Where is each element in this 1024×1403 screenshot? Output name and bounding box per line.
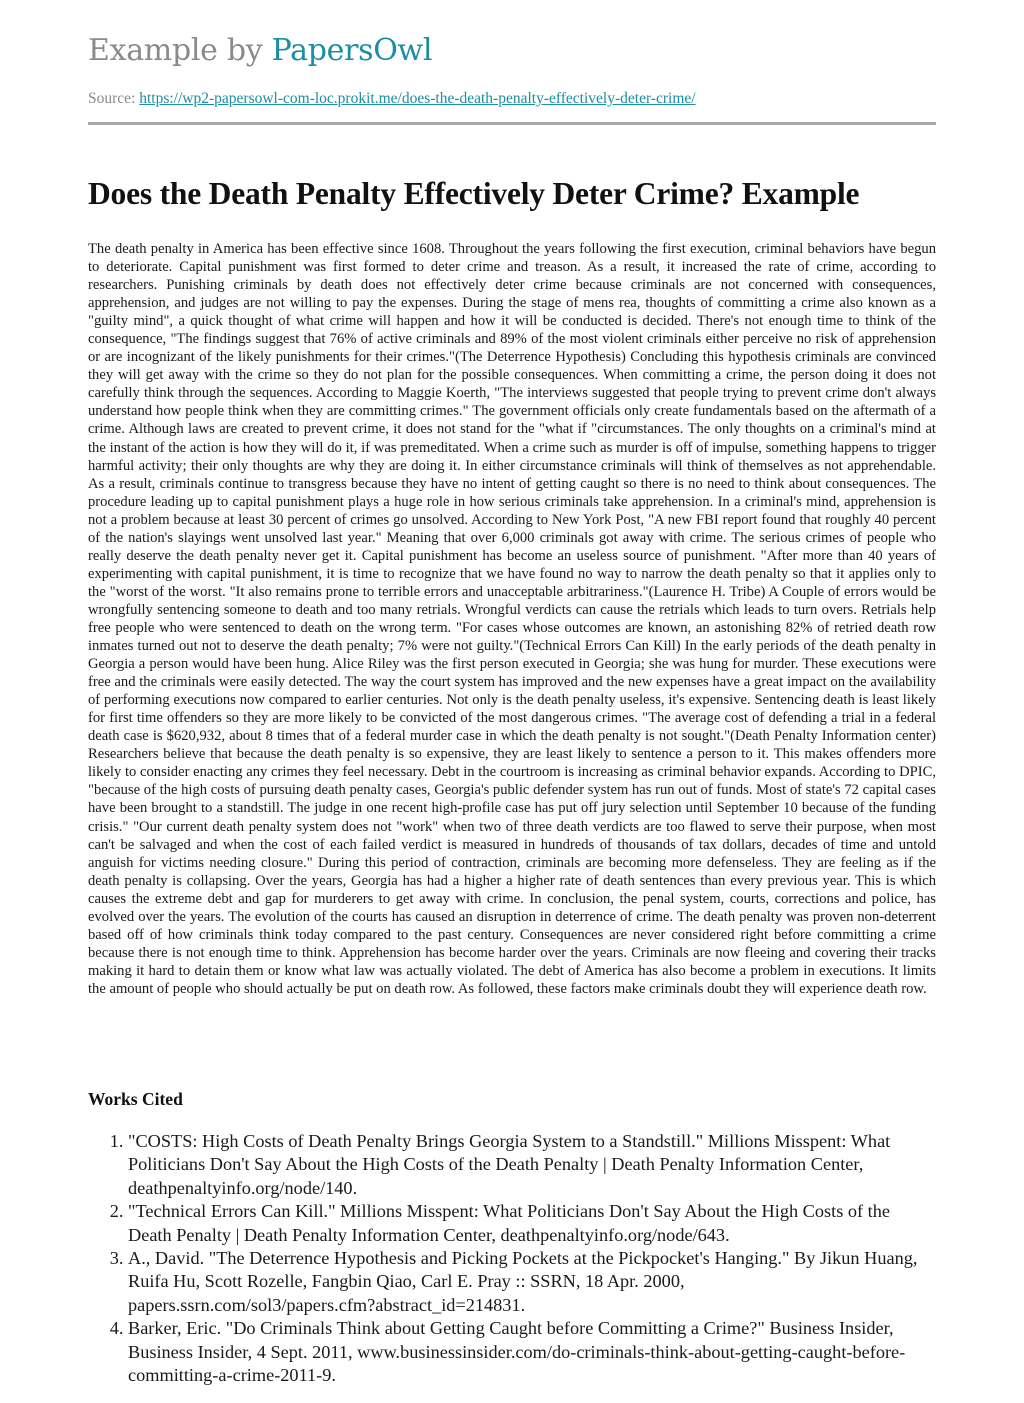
source-label: Source: <box>88 90 140 107</box>
works-cited-item: 2. "Technical Errors Can Kill." Millions Misspent: What Politicians Don't Say About the High Costs of the Death Penalty | Death Penalty Information Center, deathpenaltyinfo.org/node/643. <box>128 1200 936 1247</box>
source-link[interactable]: https://wp2-papersowl-com-loc.prokit.me/does-the-death-penalty-effectively-deter-crime/ <box>139 90 696 107</box>
article-title: Does the Death Penalty Effectively Deter Crime? Example <box>88 176 860 211</box>
works-cited-item: 4. Barker, Eric. "Do Criminals Think about Getting Caught before Committing a Crime?" Business Insider, Business Insider, 4 Sept. 2011, www.businessinsider.com/do-criminals-think-about-getting-caught-before-committing-a-crime-2011-9. <box>128 1317 936 1387</box>
article-body: The death penalty in America has been effective since 1608. Throughout the years following the first execution, criminal behaviors have begun to deteriorate. Capital punishment was first formed to deter crime and treason. As a result, it increased the rate of crime, according to researchers. Punishing criminals by death does not effectively deter crime because criminals are not concerned with consequences, apprehension, and judges are not willing to pay the expenses. During the stage of mens rea, thoughts of committing a crime also known as a "guilty mind", a quick thought of what crime will happen and how it will be conducted is decided. There's not enough time to think of the consequence, "The findings suggest that 76% of active criminals and 89% of the most violent criminals either perceive no risk of apprehension or are incognizant of the likely punishments for their crimes."(The Deterrence Hypothesis) Concluding this hypothesis criminals are convinced they will get away with the crime so they do not plan for the possible consequences. When committing a crime, the person doing it does not carefully think through the sequences. According to Maggie Koerth, "The interviews suggested that people trying to prevent crime don't always understand how people think when they are committing crimes." The government officials only create fundamentals based on the aftermath of a crime. Although laws are created to prevent crime, it does not stand for the "what if "circumstances. The only thoughts on a criminal's mind at the instant of the action is how they will do it, if was premeditated. When a crime such as murder is off of impulse, something happens to trigger harmful activity; their only thoughts are why they are doing it. In either circumstance criminals will think of themselves as not apprehendable. As a result, criminals continue to transgress because they have no intent of getting caught so there is no need to think about consequences. The procedure leading up to capital punishment plays a huge role in how serious criminals take apprehension. In a criminal's mind, apprehension is not a problem because at least 30 percent of crimes go unsolved. According to New York Post, "A new FBI report found that roughly 40 percent of the nation's slayings went unsolved last year." Meaning that over 6,000 criminals got away with crime. The serious crimes of people who really deserve the death penalty never get it. Capital punishment has become an useless source of punishment. "After more than 40 years of experimenting with capital punishment, it is time to recognize that we have found no way to narrow the death penalty so that it applies only to the "worst of the worst. "It also remains prone to terrible errors and unacceptable arbitrariness."(Laurence H. Tribe) A Couple of errors would be wrongfully sentencing someone to death and too many retrials. Wrongful verdicts can cause the retrials which leads to turn overs. Retrials help free people who were sentenced to death on the wrong term. "For cases whose outcomes are known, an astonishing 82% of retried death row inmates turned out not to deserve the death penalty; 7% were not guilty."(Technical Errors Can Kill) In the early periods of the death penalty in Georgia a person would have been hung. Alice Riley was the first person executed in Georgia; she was hung for murder. These executions were free and the criminals were easily detected. The way the court system has improved and the new expenses have a great impact on the availability of performing executions now compared to earlier centuries. Not only is the death penalty useless, it's expensive. Sentencing death is least likely for first time offenders so they are more likely to be convicted of the most dangerous crimes. "The average cost of defending a trial in a federal death case is $620,932, about 8 times that of a federal murder case in which the death penalty is not sought."(Death Penalty Information center) Researchers believe that because the death penalty is so expensive, they are least likely to sentence a person to it. This makes offenders more likely to consider enacting any crimes they feel necessary. Debt in the courtroom is increasing as criminal behavior expands. According to DPIC, "because of the high costs of pursuing death penalty cases, Georgia's public defender system has run out of funds. Most of state's 72 capital cases have been brought to a standstill. The judge in one recent high-profile case has put off jury selection until September 10 because of the funding crisis." "Our current death penalty system does not "work" when two of three death verdicts are too flawed to serve their purpose, when most can't be salvaged and when the cost of each failed verdict is measured in hundreds of thousands of tax dollars, decades of time and untold anguish for victims needing closure." During this period of contraction, criminals are becoming more defenseless. They are feeling as if the death penalty is collapsing. Over the years, Georgia has had a higher a higher rate of death sentences than every previous year. This is which causes the extreme debt and gap for murderers to get away with crime. In conclusion, the penal system, courts, corrections and police, has evolved over the years. The evolution of the courts has caused an disruption in deterrence of crime. The death penalty was proven non-deterrent based off of how criminals think today compared to the past century. Consequences are never considered right before committing a crime because there is not enough time to think. Apprehension has become harder over the years. Criminals are now fleeing and covering their tracks making it hard to detain them or know what law was actually violated. The debt of America has also become a problem in executions. It limits the amount of people who should actually be put on death row. As followed, these factors make criminals doubt they will experience death row. <box>88 241 936 997</box>
source-line <box>88 90 696 108</box>
works-cited-item: 1. "COSTS: High Costs of Death Penalty Brings Georgia System to a Standstill." Millions Misspent: What Politicians Don't Say About the High Costs of the Death Penalty | Death Penalty Information Center, deathpenaltyinfo.org/node/140. <box>128 1130 936 1200</box>
brand-header <box>88 33 432 68</box>
brand-name: PapersOwl <box>271 33 433 68</box>
header-divider <box>88 122 936 125</box>
works-cited-list <box>88 1130 936 1387</box>
brand-prefix: Example by <box>88 33 272 68</box>
works-cited-item: 3. A., David. "The Deterrence Hypothesis and Picking Pockets at the Pickpocket's Hanging." By Jikun Huang, Ruifa Hu, Scott Rozelle, Fangbin Qiao, Carl E. Pray :: SSRN, 18 Apr. 2000, papers.ssrn.com/sol3/papers.cfm?abstract_id=214831. <box>128 1247 936 1317</box>
works-cited-heading: Works Cited <box>88 1089 183 1109</box>
